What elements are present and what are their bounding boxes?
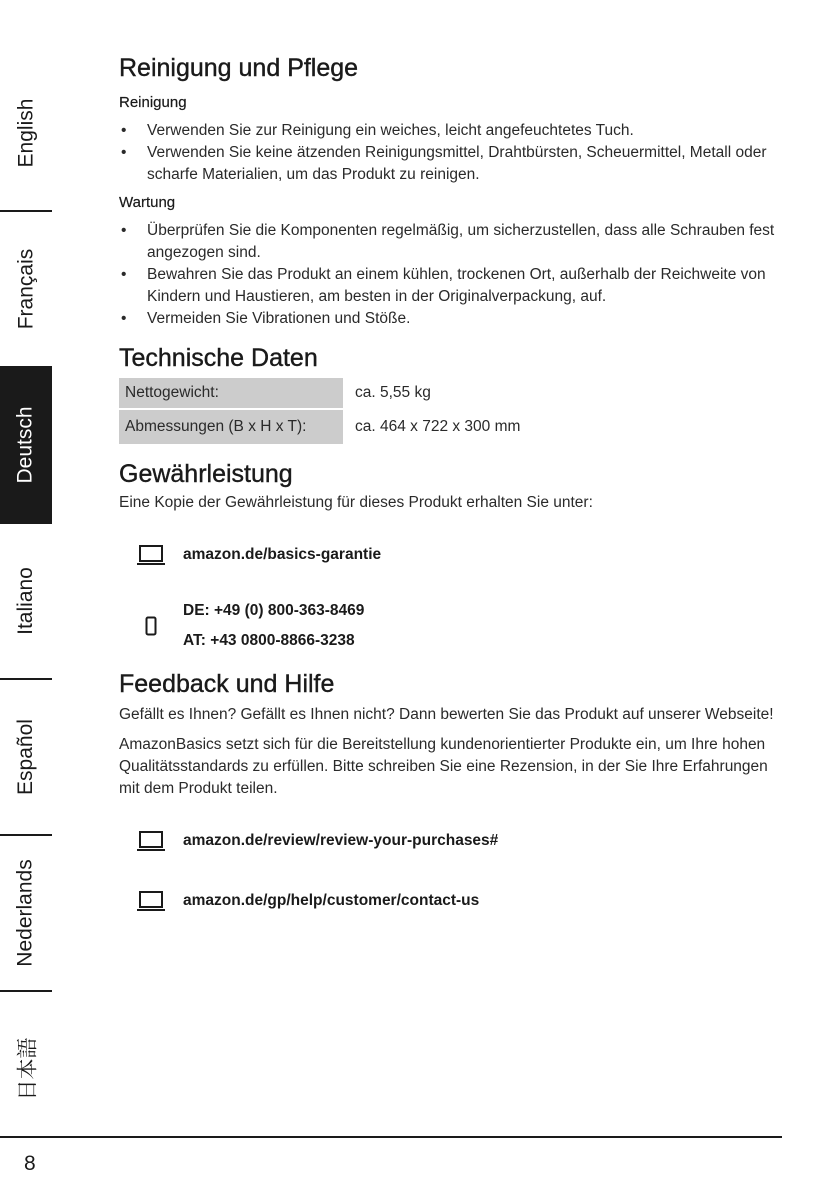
specs-title: Technische Daten (119, 344, 318, 372)
page-number: 8 (24, 1152, 36, 1175)
warranty-link[interactable]: amazon.de/basics-garantie (183, 546, 382, 563)
tab-label: Nederlands (14, 859, 37, 967)
laptop-icon (136, 890, 166, 912)
spec-value: ca. 5,55 kg (355, 384, 431, 401)
page-content (119, 50, 789, 916)
tab-label: Français (14, 248, 37, 330)
tab-english[interactable] (0, 56, 52, 212)
tab-label: Deutsch (14, 406, 38, 484)
feedback-paragraph: AmazonBasics setzt sich für die Bereitstellung kundenorientierter Produkte ein, um Ihre hohen Qualitätsstandards zu erfüllen. Bitte schreiben Sie eine Rezension, in der Sie Ihre Erfahrungen mit dem Produkt teilen. (119, 736, 768, 797)
list-item: • Überprüfen Sie die Komponenten regelmäßig, um sicherzustellen, dass alle Schrauben fest angezogen sind. (119, 220, 789, 264)
spec-value: ca. 464 x 722 x 300 mm (355, 418, 521, 435)
help-link[interactable]: amazon.de/gp/help/customer/contact-us (183, 892, 480, 909)
tab-espanol[interactable] (0, 680, 52, 836)
spec-key: Nettogewicht: (119, 378, 343, 408)
spec-key: Abmessungen (B x H x T): (119, 410, 343, 444)
cleaning-subheading: Reinigung (119, 94, 187, 111)
cleaning-title: Reinigung und Pflege (119, 54, 359, 82)
tab-francais[interactable] (0, 212, 52, 368)
warranty-intro: Eine Kopie der Gewährleistung für dieses Produkt erhalten Sie unter: (119, 494, 593, 511)
feedback-title: Feedback und Hilfe (119, 670, 335, 698)
feedback-paragraph: Gefällt es Ihnen? Gefällt es Ihnen nicht? Dann bewerten Sie das Produkt auf unserer Webseite! (119, 706, 774, 723)
footer-divider (0, 1136, 782, 1138)
list-item: • Verwenden Sie keine ätzenden Reinigungsmittel, Drahtbürsten, Scheuermittel, Metall oder scharfe Materialien, um das Produkt zu reinigen. (119, 142, 789, 186)
tab-nederlands[interactable] (0, 836, 52, 992)
phone-at[interactable]: AT: +43 0800-8866-3238 (183, 632, 355, 649)
tab-deutsch[interactable] (0, 368, 52, 524)
warranty-title: Gewährleistung (119, 460, 293, 488)
tab-label: Español (14, 719, 38, 795)
tab-label: Italiano (14, 567, 37, 635)
review-link[interactable]: amazon.de/review/review-your-purchases# (183, 832, 499, 849)
table-row (119, 410, 526, 444)
tab-label: 日本語 (16, 1037, 39, 1101)
specs-table (117, 376, 528, 446)
tab-japanese[interactable] (0, 992, 52, 1146)
maintenance-subheading: Wartung (119, 194, 176, 211)
phone-icon (145, 616, 157, 636)
phone-de[interactable]: DE: +49 (0) 800-363-8469 (183, 602, 365, 619)
tab-label: English (14, 98, 38, 168)
laptop-icon (136, 830, 166, 852)
laptop-icon (136, 544, 166, 566)
maintenance-list (119, 220, 789, 330)
cleaning-list (119, 120, 789, 186)
warranty-phone-row (119, 596, 789, 656)
help-link-row (119, 886, 789, 916)
list-item: • Verwenden Sie zur Reinigung ein weiches, leicht angefeuchtetes Tuch. (119, 120, 789, 142)
language-tabs (0, 56, 52, 1146)
list-item: • Bewahren Sie das Produkt an einem kühlen, trockenen Ort, außerhalb der Reichweite von Kindern und Haustieren, am besten in der Originalverpackung, auf. (119, 264, 789, 308)
table-row (119, 378, 526, 408)
warranty-web-row (119, 540, 789, 570)
review-link-row (119, 826, 789, 856)
list-item: • Vermeiden Sie Vibrationen und Stöße. (119, 308, 789, 330)
tab-italiano[interactable] (0, 524, 52, 680)
